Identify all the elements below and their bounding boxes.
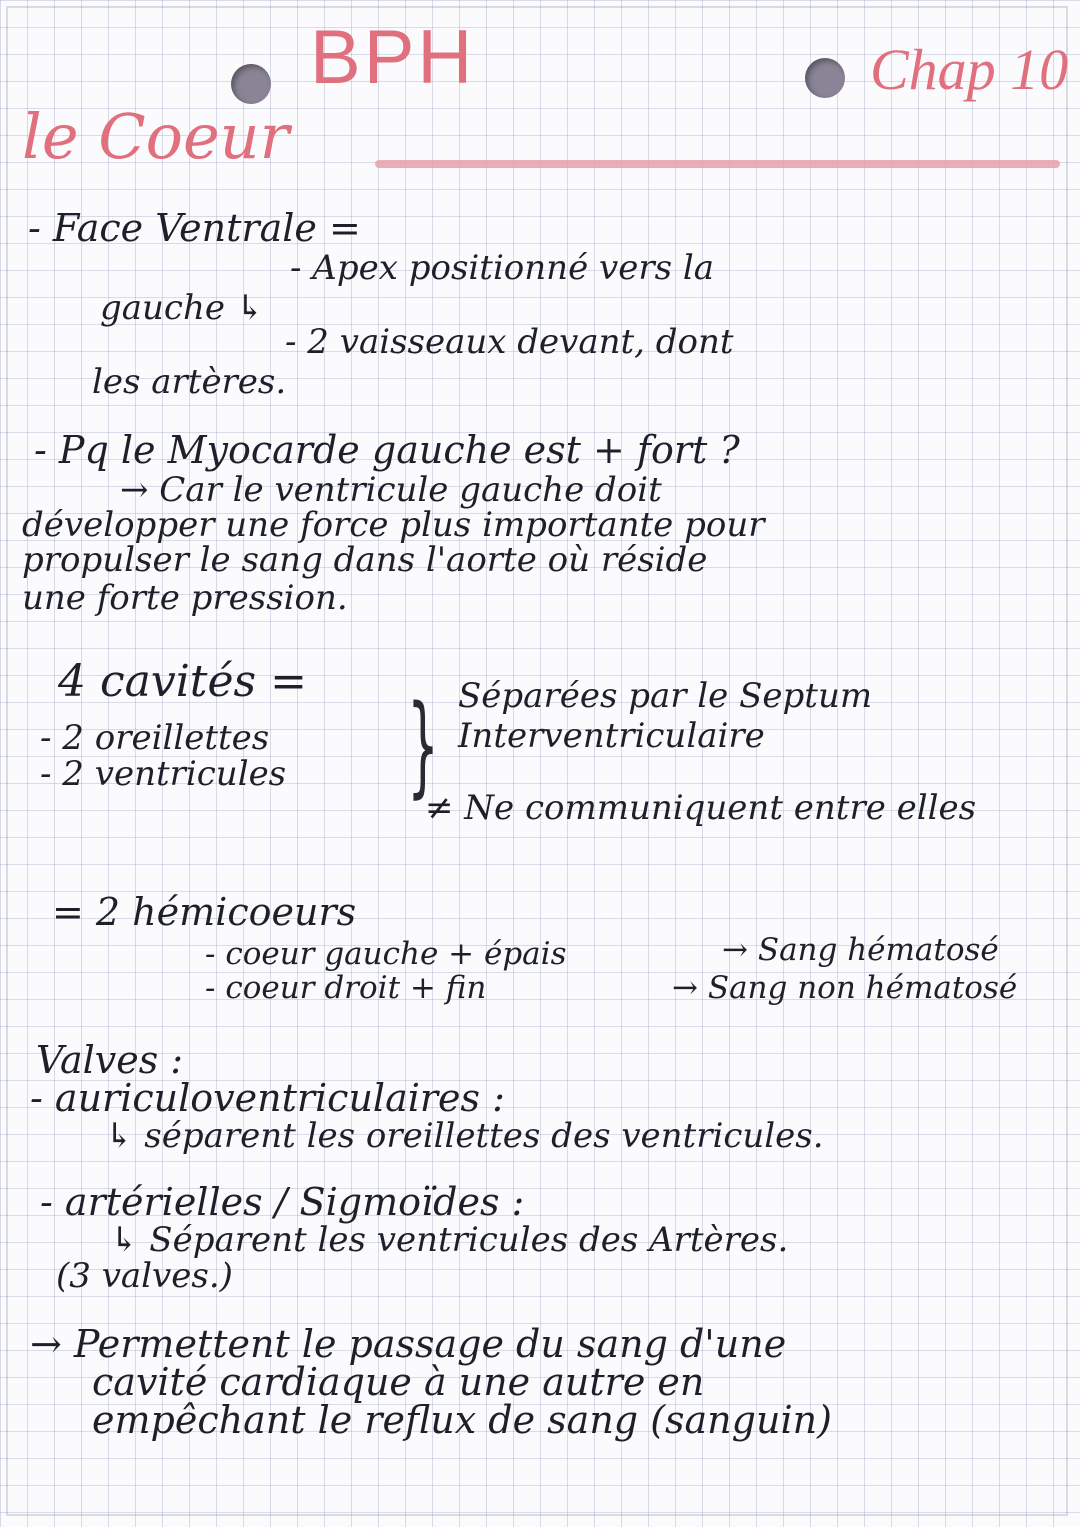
myocarde-answer-4: une forte pression. [22, 578, 348, 618]
valves-role-3: empêchant le reflux de sang (sanguin) [92, 1398, 832, 1442]
valves-heading: Valves : [36, 1038, 184, 1082]
binder-hole-right [805, 58, 845, 98]
title-underline [375, 160, 1060, 168]
valves-role-1: → Permettent le passage du sang d'une [30, 1322, 787, 1366]
hemicoeur-right-desc: - coeur droit + fin [205, 970, 487, 1006]
myocarde-answer-2: développer une force plus importante pour [22, 505, 765, 545]
page-title: le Coeur [22, 100, 290, 173]
binder-hole-left [231, 64, 271, 104]
valves-av-title: - auriculoventriculaires : [30, 1076, 505, 1120]
hemicoeur-right-blood: → Sang non hématosé [672, 970, 1018, 1006]
valves-sig-count: (3 valves.) [56, 1256, 233, 1296]
valves-sig-title: - artérielles / Sigmoïdes : [40, 1180, 525, 1224]
cavites-note: ≠ Ne communiquent entre elles [425, 788, 977, 828]
vessels-line-2: les artères. [92, 362, 287, 402]
septum-line-1: Séparées par le Septum [458, 676, 873, 716]
valves-av-desc: ↳ séparent les oreillettes des ventricules. [105, 1116, 824, 1156]
myocarde-question: - Pq le Myocarde gauche est + fort ? [34, 428, 740, 472]
vessels-line-1: - 2 vaisseaux devant, dont [285, 322, 734, 362]
septum-line-2: Interventriculaire [458, 716, 765, 756]
chapter-label: Chap 10 [870, 37, 1069, 102]
cavites-item-oreillettes: - 2 oreillettes [40, 718, 270, 758]
apex-line-1: - Apex positionné vers la [290, 248, 714, 288]
valves-sig-desc: ↳ Séparent les ventricules des Artères. [110, 1220, 789, 1260]
ventral-heading: - Face Ventrale = [28, 206, 361, 250]
subject-heading: BPH [310, 15, 476, 100]
curly-brace: } [407, 681, 439, 809]
valves-role-2: cavité cardiaque à une autre en [92, 1360, 705, 1404]
hemicoeurs-heading: = 2 hémicoeurs [52, 890, 357, 934]
cavites-heading: 4 cavités = [58, 656, 307, 707]
hemicoeur-left-desc: - coeur gauche + épais [205, 936, 567, 972]
myocarde-answer-1: → Car le ventricule gauche doit [120, 470, 662, 510]
apex-line-2: gauche ↳ [100, 288, 265, 328]
myocarde-answer-3: propulser le sang dans l'aorte où réside [22, 540, 708, 580]
hemicoeur-left-blood: → Sang hématosé [722, 932, 999, 968]
cavites-item-ventricules: - 2 ventricules [40, 754, 287, 794]
